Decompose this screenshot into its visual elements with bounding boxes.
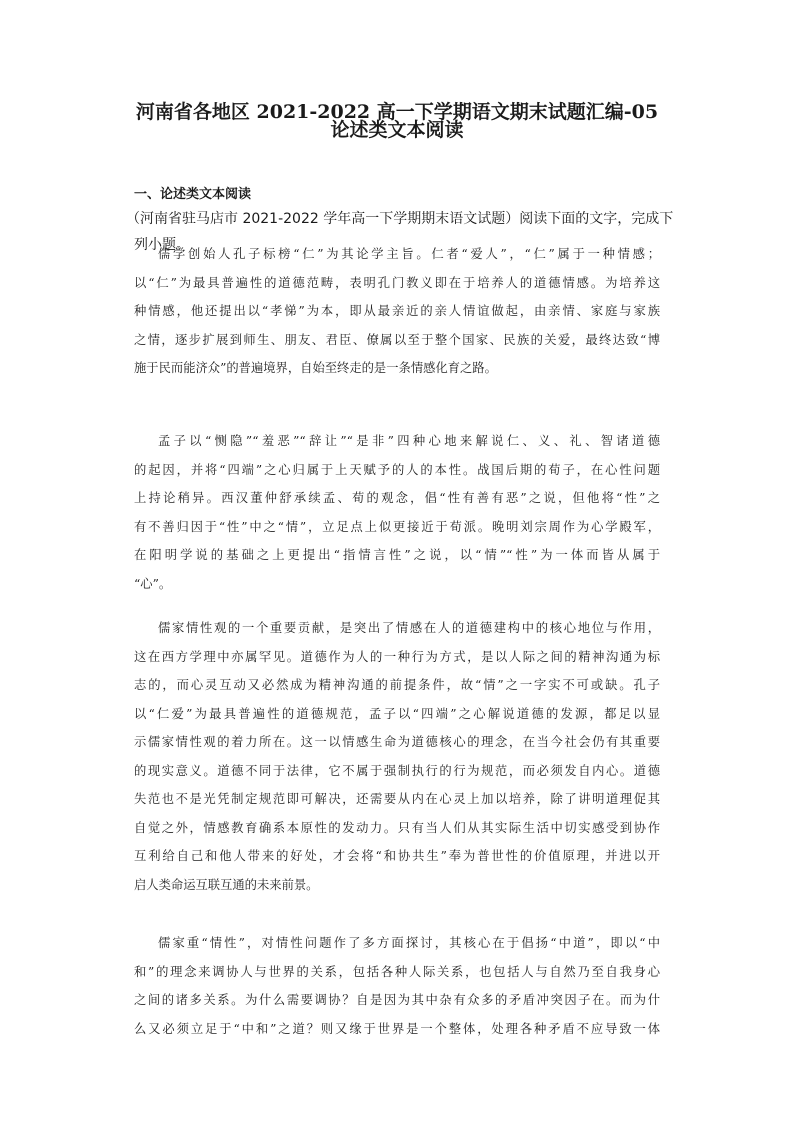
paragraph-line: 以“仁”为最具普遍性的道德范畴，表明孔门教义即在于培养人的道德情感。为培养这 bbox=[134, 275, 660, 290]
paragraph-line: 施于民而能济众”的普遍境界，自始至终走的是一条情感化育之路。 bbox=[134, 361, 497, 376]
paragraph-line: 儒家重“情性”，对情性问题作了多方面探讨，其核心在于倡扬“中道”，即以“中 bbox=[158, 936, 660, 950]
paragraph-4 bbox=[134, 929, 660, 1043]
paragraph-line: 和”的理念来调协人与世界的关系，包括各种人际关系，也包括人与自然乃至自我身心 bbox=[134, 964, 660, 979]
paragraph-3 bbox=[134, 614, 660, 899]
paragraph-line: 种情感，他还提出以“孝悌”为本，即从最亲近的亲人情谊做起，由亲情、家庭与家族 bbox=[134, 304, 660, 319]
paragraph-2 bbox=[134, 427, 660, 598]
paragraph-line: 互利给自己和他人带来的好处，才会将“和协共生”奉为普世性的价值原理，并进以开 bbox=[134, 849, 660, 864]
paragraph-line: 上持论稍异。西汉董仲舒承续孟、荀的观念，倡“性有善有恶”之说，但他将“性”之 bbox=[134, 491, 660, 506]
paragraph-line: 的现实意义。道德不同于法律，它不属于强制执行的行为规范，而必须发自内心。道德 bbox=[134, 763, 660, 778]
paragraph-line: 这在西方学理中亦属罕见。道德作为人的一种行为方式，是以人际之间的精神沟通为标 bbox=[134, 649, 660, 664]
question-source-line: （河南省驻马店市 2021-2022 学年高一下学期期末语文试题）阅读下面的文字，完成下 bbox=[126, 211, 674, 227]
paragraph-line: 以“仁爱”为最具普遍性的道德规范，孟子以“四端”之心解说道德的发源，都足以显 bbox=[134, 706, 660, 721]
paragraph-line: 的起因，并将“四端”之心归属于上天赋予的人的本性。战国后期的荀子，在心性问题 bbox=[134, 462, 660, 477]
paragraph-line: 有不善归因于“性”中之“情”，立足点上似更接近于荀派。晚明刘宗周作为心学殿军， bbox=[134, 519, 660, 534]
paragraph-line: 启人类命运互联互通的未来前景。 bbox=[134, 877, 319, 892]
paragraph-line: 儒家情性观的一个重要贡献，是突出了情感在人的道德建构中的核心地位与作用， bbox=[158, 621, 660, 635]
document-title: 河南省各地区 2021-2022 高一下学期语文期末试题汇编-05 bbox=[135, 101, 659, 123]
paragraph-line: 儒学创始人孔子标榜“仁”为其论学主旨。仁者“爱人”，“仁”属于一种情感； bbox=[158, 247, 660, 261]
paragraph-line: 孟子以“恻隐”“羞恶”“辞让”“是非”四种心地来解说仁、义、礼、智诸道德 bbox=[158, 434, 660, 448]
paragraph-line: “心”。 bbox=[134, 576, 172, 591]
paragraph-line: 在阳明学说的基础之上更提出“指情言性”之说，以“情”“性”为一体而皆从属于 bbox=[134, 548, 660, 563]
paragraph-line: 失范也不是光凭制定规范即可解决，还需要从内在心灵上加以培养，除了讲明道理促其 bbox=[134, 792, 660, 807]
paragraph-line: 示儒家情性观的着力所在。这一以情感生命为道德核心的理念，在当今社会仍有其重要 bbox=[134, 735, 660, 750]
section-heading: 一、论述类文本阅读 bbox=[134, 187, 252, 202]
paragraph-line: 么又必须立足于“中和”之道？则又缘于世界是一个整体，处理各种矛盾不应导致一体 bbox=[134, 1021, 660, 1036]
paragraph-line: 志的，而心灵互动又必然成为精神沟通的前提条件，故“情”之一字实不可或缺。孔子 bbox=[134, 678, 660, 693]
paragraph-line: 之间的诸多关系。为什么需要调协？自是因为其中杂有众多的矛盾冲突因子在。而为什 bbox=[134, 993, 660, 1008]
paragraph-line: 之情，逐步扩展到师生、朋友、君臣、僚属以至于整个国家、民族的关爱，最终达致“博 bbox=[134, 332, 660, 347]
paragraph-line: 自觉之外，情感教育确系本原性的发动力。只有当人们从其实际生活中切实感受到协作 bbox=[134, 820, 660, 835]
question-source-line: 列小题。 bbox=[134, 237, 190, 253]
paragraph-1 bbox=[134, 240, 660, 383]
document-subtitle: 论述类文本阅读 bbox=[330, 119, 464, 141]
